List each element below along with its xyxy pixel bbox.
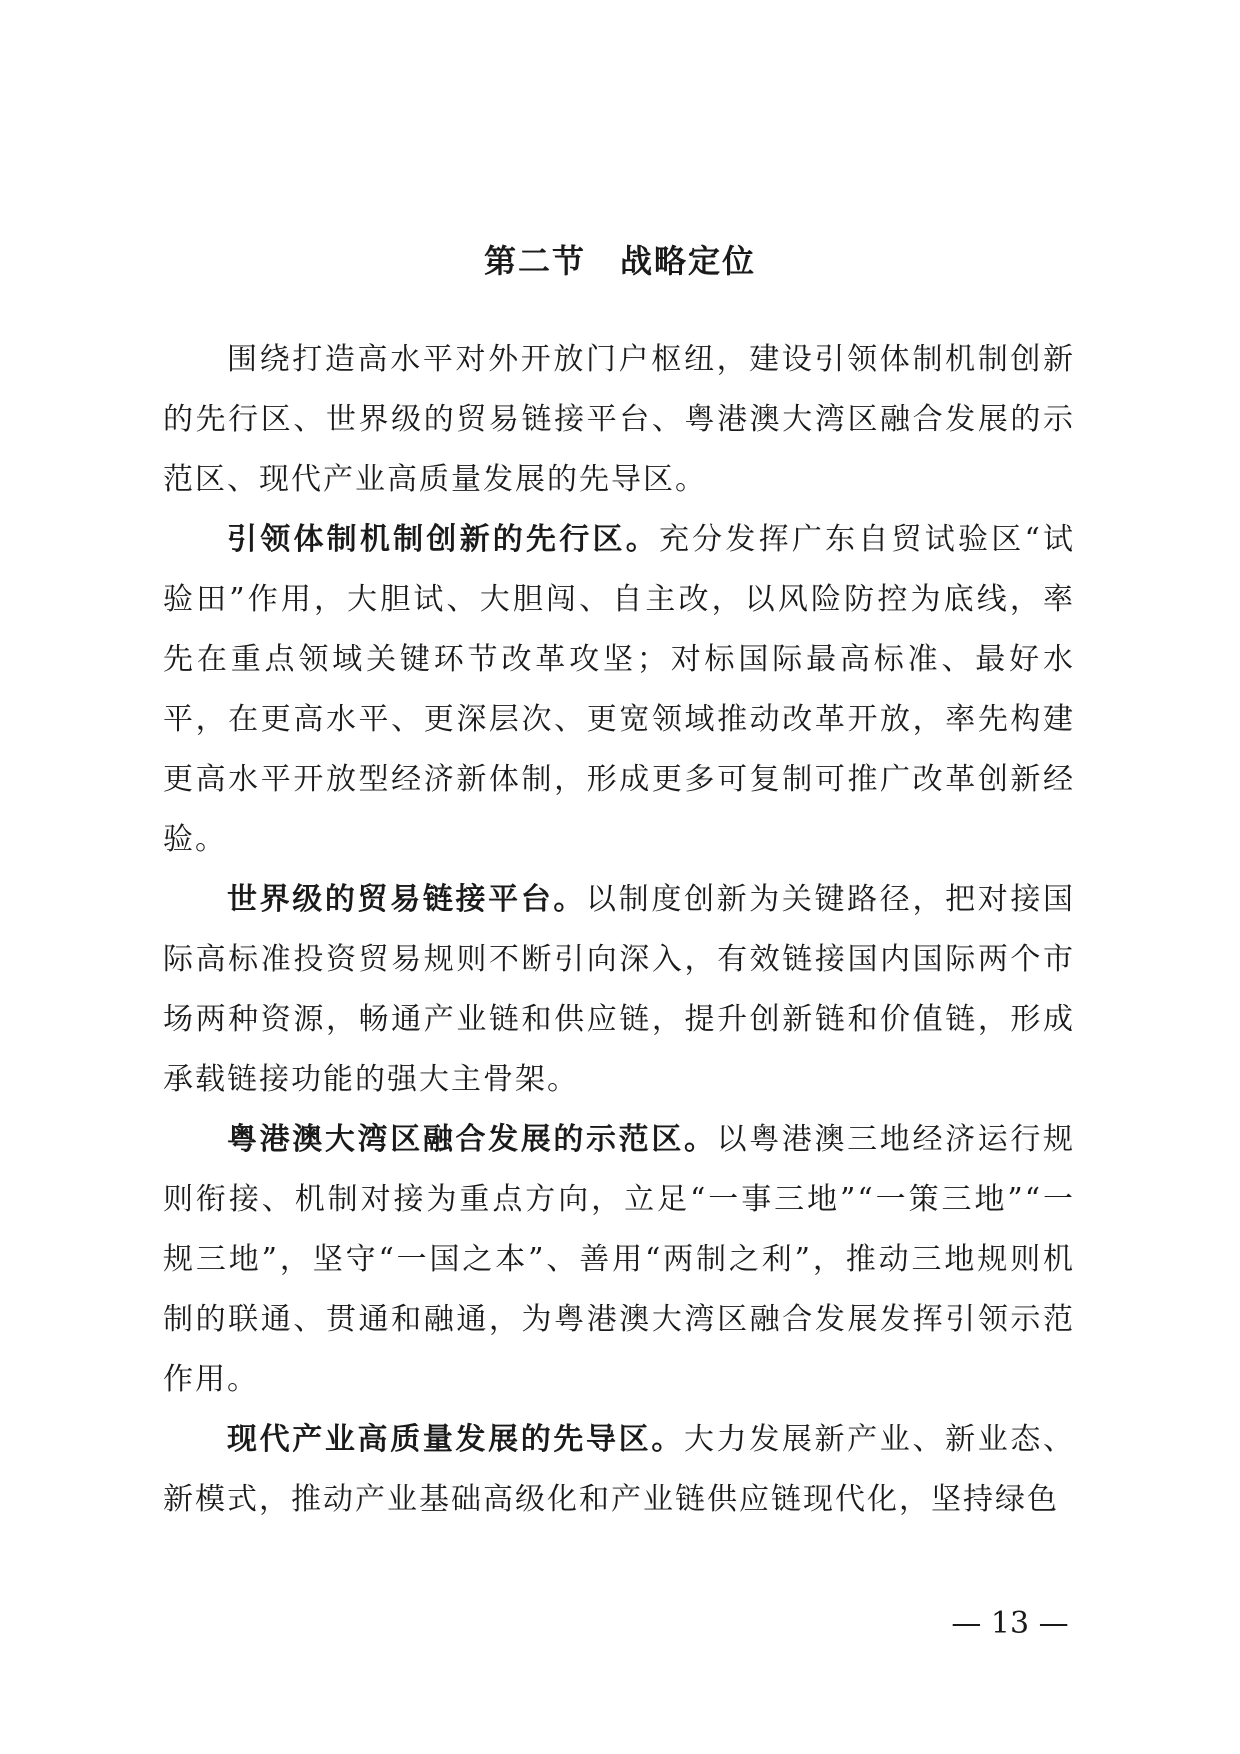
paragraph-text: 以制度创新为关键路径，把对接国际高标准投资贸易规则不断引向深入，有效链接国内国际两个市场两种资源，畅通产业链和供应链，提升创新链和价值链，形成承载链接功能的强大主骨架。 (163, 882, 1076, 1097)
paragraph-trade-platform (163, 870, 1075, 1110)
section-title: 第二节 战略定位 (483, 242, 756, 280)
paragraph-text: 充分发挥广东自贸试验区“试验田”作用，大胆试、大胆闯、自主改，以风险防控为底线，率先在重点领域关键环节改革攻坚；对标国际最高标准、最好水平，在更高水平、更深层次、更宽领域推动改革开放，率先构建更高水平开放型经济新体制，形成更多可复制可推广改革创新经验。 (163, 522, 1076, 857)
paragraph-text: 大力发展新产业、新业态、新模式，推动产业基础高级化和产业链供应链现代化，坚持绿色 (163, 1422, 1076, 1517)
paragraph-text: 以粤港澳三地经济运行规则衔接、机制对接为重点方向，立足“一事三地”“一策三地”“一规三地”，坚守“一国之本”、善用“两制之利”，推动三地规则机制的联通、贯通和融通，为粤港澳大湾区融合发展发挥引领示范作用。 (163, 1122, 1076, 1397)
paragraph-text: 围绕打造高水平对外开放门户枢纽，建设引领体制机制创新的先行区、世界级的贸易链接平台、粤港澳大湾区融合发展的示范区、现代产业高质量发展的先导区。 (163, 342, 1075, 497)
paragraph-lead: 粤港澳大湾区融合发展的示范区。 (227, 1122, 717, 1157)
paragraph-bay-area-demo (163, 1110, 1075, 1410)
paragraph-intro (163, 330, 1075, 510)
paragraph-institutional-innovation (163, 510, 1075, 870)
paragraph-lead: 现代产业高质量发展的先导区。 (227, 1422, 684, 1457)
paragraph-modern-industry (163, 1410, 1075, 1530)
page-number: — 13 — (951, 1606, 1069, 1641)
paragraph-lead: 世界级的贸易链接平台。 (227, 882, 587, 917)
body-text (163, 330, 1075, 1530)
paragraph-lead: 引领体制机制创新的先行区。 (227, 522, 659, 557)
